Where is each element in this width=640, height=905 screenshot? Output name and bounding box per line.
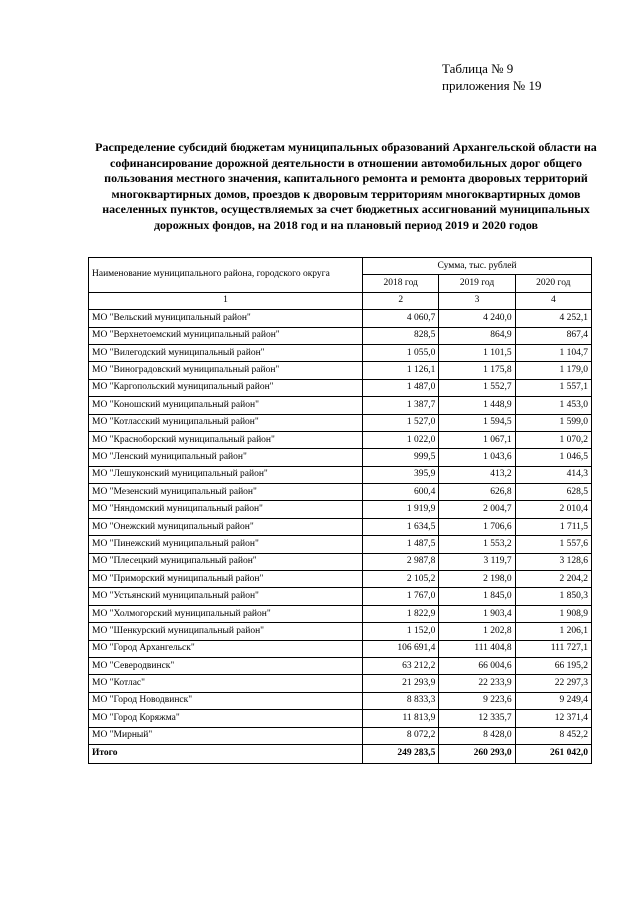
amount-2019: 12 335,7 — [439, 710, 515, 727]
amount-2020: 2 010,4 — [515, 501, 591, 518]
table-row — [89, 431, 592, 448]
amount-2020: 8 452,2 — [515, 727, 591, 744]
amount-2020: 1 711,5 — [515, 518, 591, 535]
amount-2018: 1 527,0 — [363, 414, 439, 431]
document-title: Распределение субсидий бюджетам муниципальных образований Архангельской области на софинансирование дорожной деятельности в отношении автомобильных дорог общего пользования местного значения, капитального ремонта и ремонта дворовых территорий многоквартирных домов, проездов к дворовым территориям многоквартирных домов населенных пунктов, осуществляемых за счет бюджетных ассигнований муниципальных дорожных фондов, на 2018 год и на плановый период 2019 и 2020 годов — [95, 140, 597, 232]
municipality-name: МО "Верхнетоемский муниципальный район" — [89, 327, 363, 344]
table-row — [89, 449, 592, 466]
table-row — [89, 553, 592, 570]
amount-2018: 1 055,0 — [363, 344, 439, 361]
table-row — [89, 379, 592, 396]
amount-2019: 1 202,8 — [439, 623, 515, 640]
table-row — [89, 588, 592, 605]
amount-2018: 2 987,8 — [363, 553, 439, 570]
amount-2019: 66 004,6 — [439, 657, 515, 674]
total-2019: 260 293,0 — [439, 744, 515, 763]
table-row — [89, 414, 592, 431]
table-row — [89, 518, 592, 535]
amount-2020: 111 727,1 — [515, 640, 591, 657]
amount-2019: 2 198,0 — [439, 571, 515, 588]
amount-2018: 8 072,2 — [363, 727, 439, 744]
amount-2018: 600,4 — [363, 484, 439, 501]
municipality-name: МО "Виноградовский муниципальный район" — [89, 362, 363, 379]
municipality-name: МО "Северодвинск" — [89, 657, 363, 674]
amount-2020: 1 850,3 — [515, 588, 591, 605]
amount-2018: 1 919,9 — [363, 501, 439, 518]
amount-2020: 1 070,2 — [515, 431, 591, 448]
table-reference — [442, 60, 541, 94]
table-row — [89, 501, 592, 518]
municipality-name: МО "Холмогорский муниципальный район" — [89, 605, 363, 622]
column-number-1: 1 — [89, 292, 363, 309]
total-2020: 261 042,0 — [515, 744, 591, 763]
column-number-4: 4 — [515, 292, 591, 309]
table-row — [89, 327, 592, 344]
municipality-name: МО "Устьянский муниципальный район" — [89, 588, 363, 605]
amount-2019: 1 101,5 — [439, 344, 515, 361]
municipality-name: МО "Коношский муниципальный район" — [89, 397, 363, 414]
municipality-name: МО "Красноборский муниципальный район" — [89, 431, 363, 448]
header-year-2020: 2020 год — [515, 275, 591, 292]
amount-2019: 1 175,8 — [439, 362, 515, 379]
municipality-name: МО "Приморский муниципальный район" — [89, 571, 363, 588]
amount-2018: 11 813,9 — [363, 710, 439, 727]
table-row — [89, 657, 592, 674]
amount-2018: 999,5 — [363, 449, 439, 466]
amount-2018: 1 152,0 — [363, 623, 439, 640]
municipality-name: МО "Мезенский муниципальный район" — [89, 484, 363, 501]
municipality-name: МО "Шенкурский муниципальный район" — [89, 623, 363, 640]
amount-2018: 2 105,2 — [363, 571, 439, 588]
amount-2020: 867,4 — [515, 327, 591, 344]
amount-2019: 1 903,4 — [439, 605, 515, 622]
table-row — [89, 466, 592, 483]
table-row — [89, 605, 592, 622]
amount-2018: 4 060,7 — [363, 310, 439, 327]
amount-2019: 1 043,6 — [439, 449, 515, 466]
amount-2018: 1 387,7 — [363, 397, 439, 414]
amount-2020: 22 297,3 — [515, 675, 591, 692]
header-year-2019: 2019 год — [439, 275, 515, 292]
municipality-name: МО "Вилегодский муниципальный район" — [89, 344, 363, 361]
subsidy-table-body — [89, 258, 592, 764]
amount-2019: 22 233,9 — [439, 675, 515, 692]
amount-2018: 1 487,5 — [363, 536, 439, 553]
table-row — [89, 310, 592, 327]
amount-2018: 395,9 — [363, 466, 439, 483]
table-row — [89, 710, 592, 727]
table-row — [89, 344, 592, 361]
table-row — [89, 675, 592, 692]
amount-2020: 1 908,9 — [515, 605, 591, 622]
amount-2018: 828,5 — [363, 327, 439, 344]
table-row — [89, 536, 592, 553]
table-row — [89, 623, 592, 640]
amount-2019: 413,2 — [439, 466, 515, 483]
amount-2018: 1 634,5 — [363, 518, 439, 535]
amount-2018: 1 022,0 — [363, 431, 439, 448]
amount-2018: 1 487,0 — [363, 379, 439, 396]
municipality-name: МО "Лешуконский муниципальный район" — [89, 466, 363, 483]
amount-2020: 2 204,2 — [515, 571, 591, 588]
table-row — [89, 397, 592, 414]
table-row — [89, 640, 592, 657]
municipality-name: МО "Плесецкий муниципальный район" — [89, 553, 363, 570]
municipality-name: МО "Каргопольский муниципальный район" — [89, 379, 363, 396]
appendix-number: приложения № 19 — [442, 78, 542, 93]
municipality-name: МО "Няндомский муниципальный район" — [89, 501, 363, 518]
header-year-2018: 2018 год — [363, 275, 439, 292]
municipality-name: МО "Город Новодвинск" — [89, 692, 363, 709]
amount-2018: 21 293,9 — [363, 675, 439, 692]
table-number: Таблица № 9 — [442, 61, 514, 76]
municipality-name: МО "Котласский муниципальный район" — [89, 414, 363, 431]
amount-2020: 66 195,2 — [515, 657, 591, 674]
amount-2019: 8 428,0 — [439, 727, 515, 744]
amount-2018: 63 212,2 — [363, 657, 439, 674]
amount-2020: 3 128,6 — [515, 553, 591, 570]
municipality-name: МО "Онежский муниципальный район" — [89, 518, 363, 535]
amount-2019: 2 004,7 — [439, 501, 515, 518]
column-number-2: 2 — [363, 292, 439, 309]
amount-2020: 1 179,0 — [515, 362, 591, 379]
amount-2019: 4 240,0 — [439, 310, 515, 327]
amount-2019: 1 067,1 — [439, 431, 515, 448]
municipality-name: МО "Мирный" — [89, 727, 363, 744]
municipality-name: МО "Пинежский муниципальный район" — [89, 536, 363, 553]
amount-2019: 111 404,8 — [439, 640, 515, 657]
municipality-name: МО "Вельский муниципальный район" — [89, 310, 363, 327]
total-2018: 249 283,5 — [363, 744, 439, 763]
amount-2019: 1 552,7 — [439, 379, 515, 396]
amount-2019: 626,8 — [439, 484, 515, 501]
amount-2020: 1 557,6 — [515, 536, 591, 553]
table-total-row — [89, 744, 592, 763]
amount-2020: 12 371,4 — [515, 710, 591, 727]
amount-2019: 864,9 — [439, 327, 515, 344]
municipality-name: МО "Город Коряжма" — [89, 710, 363, 727]
header-sum-cell: Сумма, тыс. рублей — [363, 258, 592, 275]
amount-2018: 1 822,9 — [363, 605, 439, 622]
municipality-name: МО "Котлас" — [89, 675, 363, 692]
table-row — [89, 692, 592, 709]
amount-2020: 1 046,5 — [515, 449, 591, 466]
table-row — [89, 727, 592, 744]
amount-2019: 1 553,2 — [439, 536, 515, 553]
amount-2020: 1 599,0 — [515, 414, 591, 431]
amount-2020: 1 453,0 — [515, 397, 591, 414]
table-row — [89, 484, 592, 501]
amount-2020: 4 252,1 — [515, 310, 591, 327]
table-row — [89, 571, 592, 588]
amount-2019: 1 594,5 — [439, 414, 515, 431]
table-header-row — [89, 258, 592, 275]
table-column-number-row — [89, 292, 592, 309]
amount-2019: 9 223,6 — [439, 692, 515, 709]
amount-2018: 1 767,0 — [363, 588, 439, 605]
amount-2018: 8 833,3 — [363, 692, 439, 709]
header-name-cell: Наименование муниципального района, городского округа — [89, 258, 363, 293]
amount-2020: 628,5 — [515, 484, 591, 501]
amount-2020: 1 557,1 — [515, 379, 591, 396]
amount-2020: 1 206,1 — [515, 623, 591, 640]
amount-2019: 3 119,7 — [439, 553, 515, 570]
municipality-name: МО "Город Архангельск" — [89, 640, 363, 657]
amount-2020: 1 104,7 — [515, 344, 591, 361]
total-label: Итого — [89, 744, 363, 763]
amount-2020: 414,3 — [515, 466, 591, 483]
amount-2019: 1 448,9 — [439, 397, 515, 414]
amount-2019: 1 845,0 — [439, 588, 515, 605]
amount-2019: 1 706,6 — [439, 518, 515, 535]
table-row — [89, 362, 592, 379]
municipality-name: МО "Ленский муниципальный район" — [89, 449, 363, 466]
amount-2020: 9 249,4 — [515, 692, 591, 709]
column-number-3: 3 — [439, 292, 515, 309]
subsidy-table — [88, 257, 592, 764]
amount-2018: 106 691,4 — [363, 640, 439, 657]
amount-2018: 1 126,1 — [363, 362, 439, 379]
